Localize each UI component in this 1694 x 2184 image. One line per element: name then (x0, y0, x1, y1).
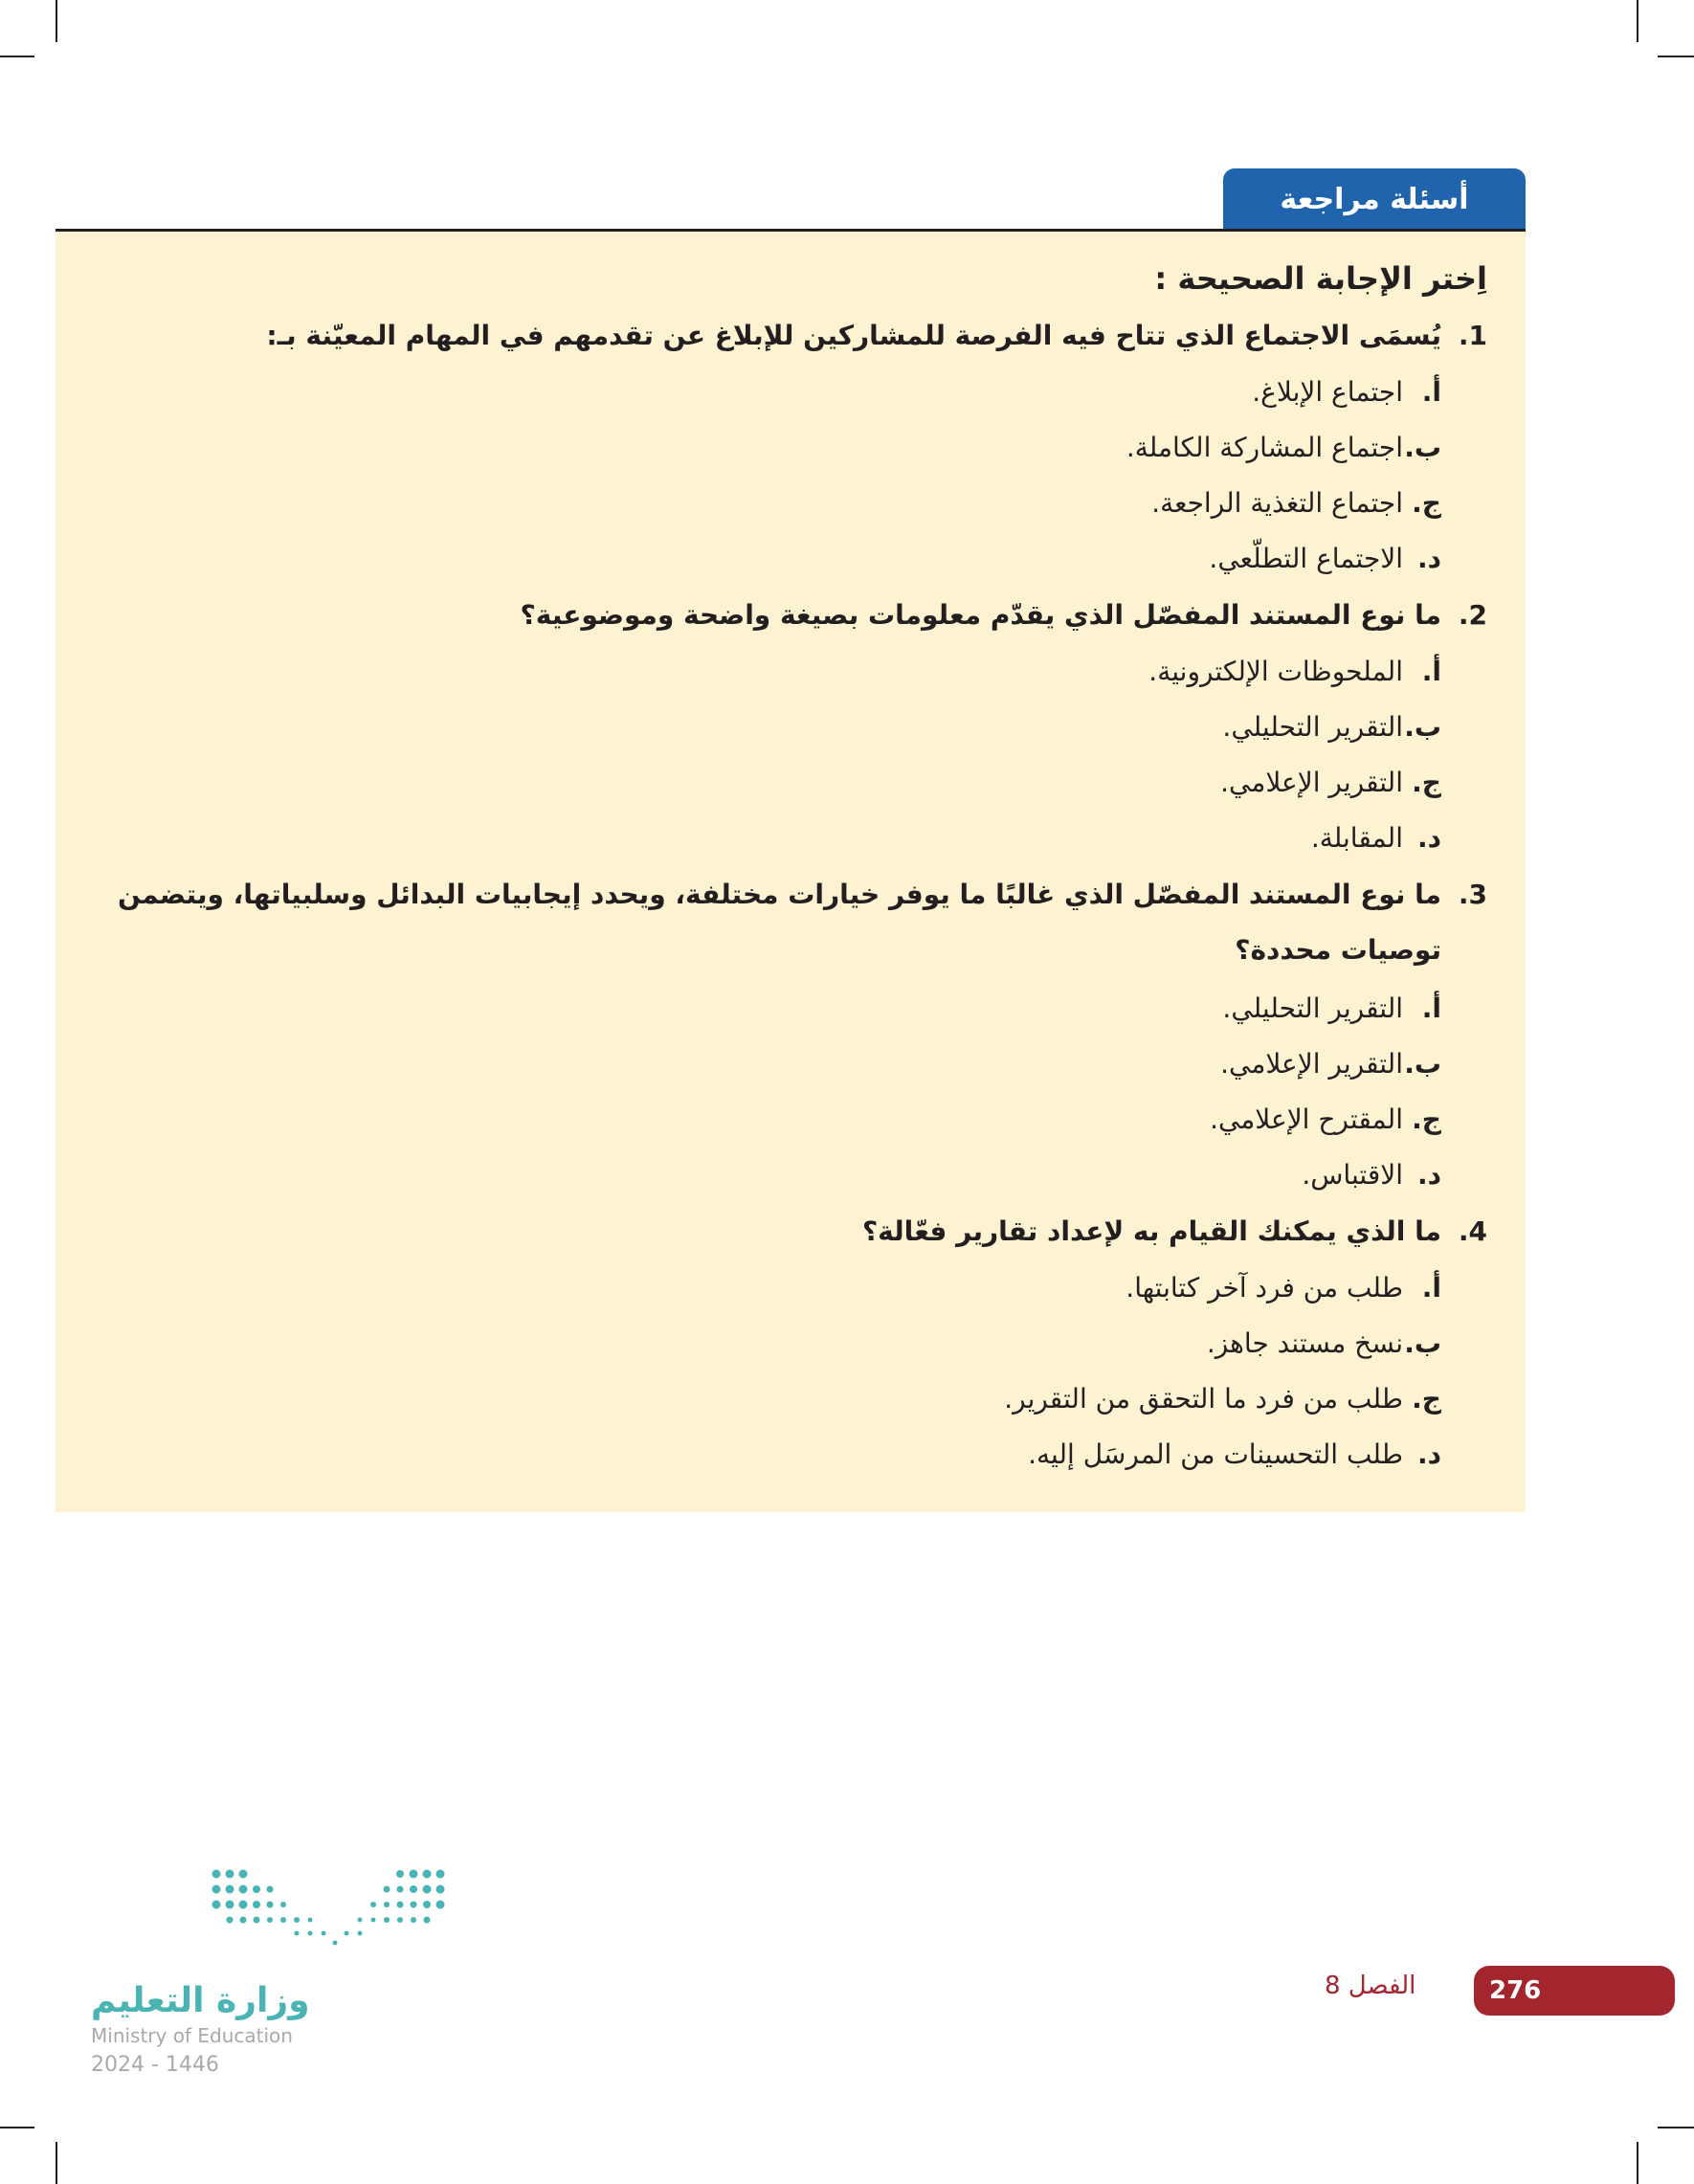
option-letter: ب. (1404, 1327, 1441, 1359)
option-text: الاجتماع التطلّعي. (1209, 543, 1403, 574)
ministry-dots-logo (209, 1866, 448, 1949)
option-letter: ج. (1412, 487, 1441, 519)
option-item (1151, 484, 1441, 523)
option-text: طلب من فرد ما التحقق من التقرير. (1004, 1383, 1403, 1415)
option-text: اجتماع التغذية الراجعة. (1151, 487, 1403, 519)
question-1 (266, 308, 1487, 364)
option-text: التقرير الإعلامي. (1220, 767, 1403, 798)
crop-mark (1637, 2142, 1638, 2184)
question-text-continued: توصيات محددة؟ (1235, 934, 1441, 966)
review-panel (56, 232, 1526, 1512)
page-number: 276 (1489, 1976, 1542, 2005)
crop-mark (56, 0, 57, 42)
ministry-name-english: Ministry of Education (91, 2024, 293, 2047)
page-number-badge (1474, 1966, 1675, 2016)
question-text: ما نوع المستند المفصّل الذي غالبًا ما يوفر خيارات مختلفة، ويحدد إيجابيات البدائل وسلبياتها، ويتضمن (117, 879, 1441, 910)
option-item (1004, 1380, 1441, 1418)
question-number: 4. (1458, 1215, 1487, 1247)
option-letter: ب. (1404, 1048, 1441, 1080)
option-text: التقرير التحليلي. (1222, 711, 1403, 743)
option-text: طلب من فرد آخر كتابتها. (1126, 1272, 1403, 1304)
option-letter: أ. (1421, 376, 1441, 408)
option-letter: ب. (1404, 432, 1441, 463)
option-text: الاقتباس. (1302, 1159, 1403, 1191)
ministry-logo (91, 1981, 368, 2077)
question-number: 1. (1458, 320, 1487, 351)
crop-mark (1637, 0, 1638, 42)
question-text: يُسمَى الاجتماع الذي تتاح فيه الفرصة للمشاركين للإبلاغ عن تقدمهم في المهام المعيّنة بـ: (266, 320, 1441, 351)
option-text: المقابلة. (1310, 822, 1403, 854)
option-text: نسخ مستند جاهز. (1206, 1327, 1403, 1359)
option-item (1220, 764, 1441, 802)
option-text: المقترح الإعلامي. (1210, 1103, 1403, 1135)
option-item (1028, 1436, 1441, 1474)
crop-mark (56, 2142, 57, 2184)
crop-mark (0, 56, 34, 57)
option-item (1311, 819, 1441, 858)
question-4 (862, 1204, 1487, 1259)
option-letter: ب. (1404, 711, 1441, 743)
option-letter: ج. (1412, 1103, 1441, 1135)
option-item (1148, 653, 1441, 691)
option-letter: أ. (1421, 656, 1441, 687)
crop-mark (1658, 56, 1694, 57)
option-text: طلب التحسينات من المرسَل إليه. (1028, 1438, 1403, 1470)
option-item (1222, 990, 1441, 1028)
option-letter: د. (1416, 1159, 1441, 1191)
option-text: اجتماع المشاركة الكاملة. (1126, 432, 1403, 463)
option-letter: د. (1416, 1438, 1441, 1470)
option-item (1207, 1325, 1441, 1363)
question-text: ما الذي يمكنك القيام به لإعداد تقارير فعّالة؟ (861, 1215, 1441, 1247)
question-3 (103, 867, 1487, 978)
option-letter: ج. (1412, 1383, 1441, 1415)
option-item (1126, 429, 1441, 467)
option-letter: د. (1416, 543, 1441, 574)
option-text: التقرير التحليلي. (1222, 992, 1403, 1024)
question-2 (521, 588, 1487, 643)
instruction-heading: اِختر الإجابة الصحيحة : (1154, 260, 1487, 297)
option-letter: أ. (1421, 1272, 1441, 1304)
option-letter: أ. (1421, 992, 1441, 1024)
option-text: اجتماع الإبلاغ. (1252, 376, 1403, 408)
option-item (1220, 1045, 1441, 1083)
option-letter: ج. (1412, 767, 1441, 798)
ministry-name-arabic: وزارة التعليم (91, 1981, 310, 2020)
edition-year: 2024 - 1446 (91, 2053, 219, 2077)
option-item (1126, 1269, 1441, 1307)
chapter-label: الفصل 8 (1325, 1972, 1416, 2000)
option-item (1302, 1156, 1441, 1194)
question-number: 2. (1458, 599, 1487, 631)
crop-mark (0, 2127, 34, 2128)
option-letter: د. (1416, 822, 1441, 854)
option-item (1210, 1101, 1441, 1139)
crop-mark (1658, 2127, 1694, 2128)
section-tab: أسئلة مراجعة (1223, 168, 1526, 230)
question-number: 3. (1458, 879, 1487, 910)
option-item (1252, 373, 1441, 412)
option-text: التقرير الإعلامي. (1220, 1048, 1403, 1080)
question-text: ما نوع المستند المفصّل الذي يقدّم معلومات بصيغة واضحة وموضوعية؟ (520, 599, 1441, 631)
option-item (1222, 708, 1441, 747)
option-item (1209, 540, 1441, 578)
option-text: الملحوظات الإلكترونية. (1148, 656, 1403, 687)
